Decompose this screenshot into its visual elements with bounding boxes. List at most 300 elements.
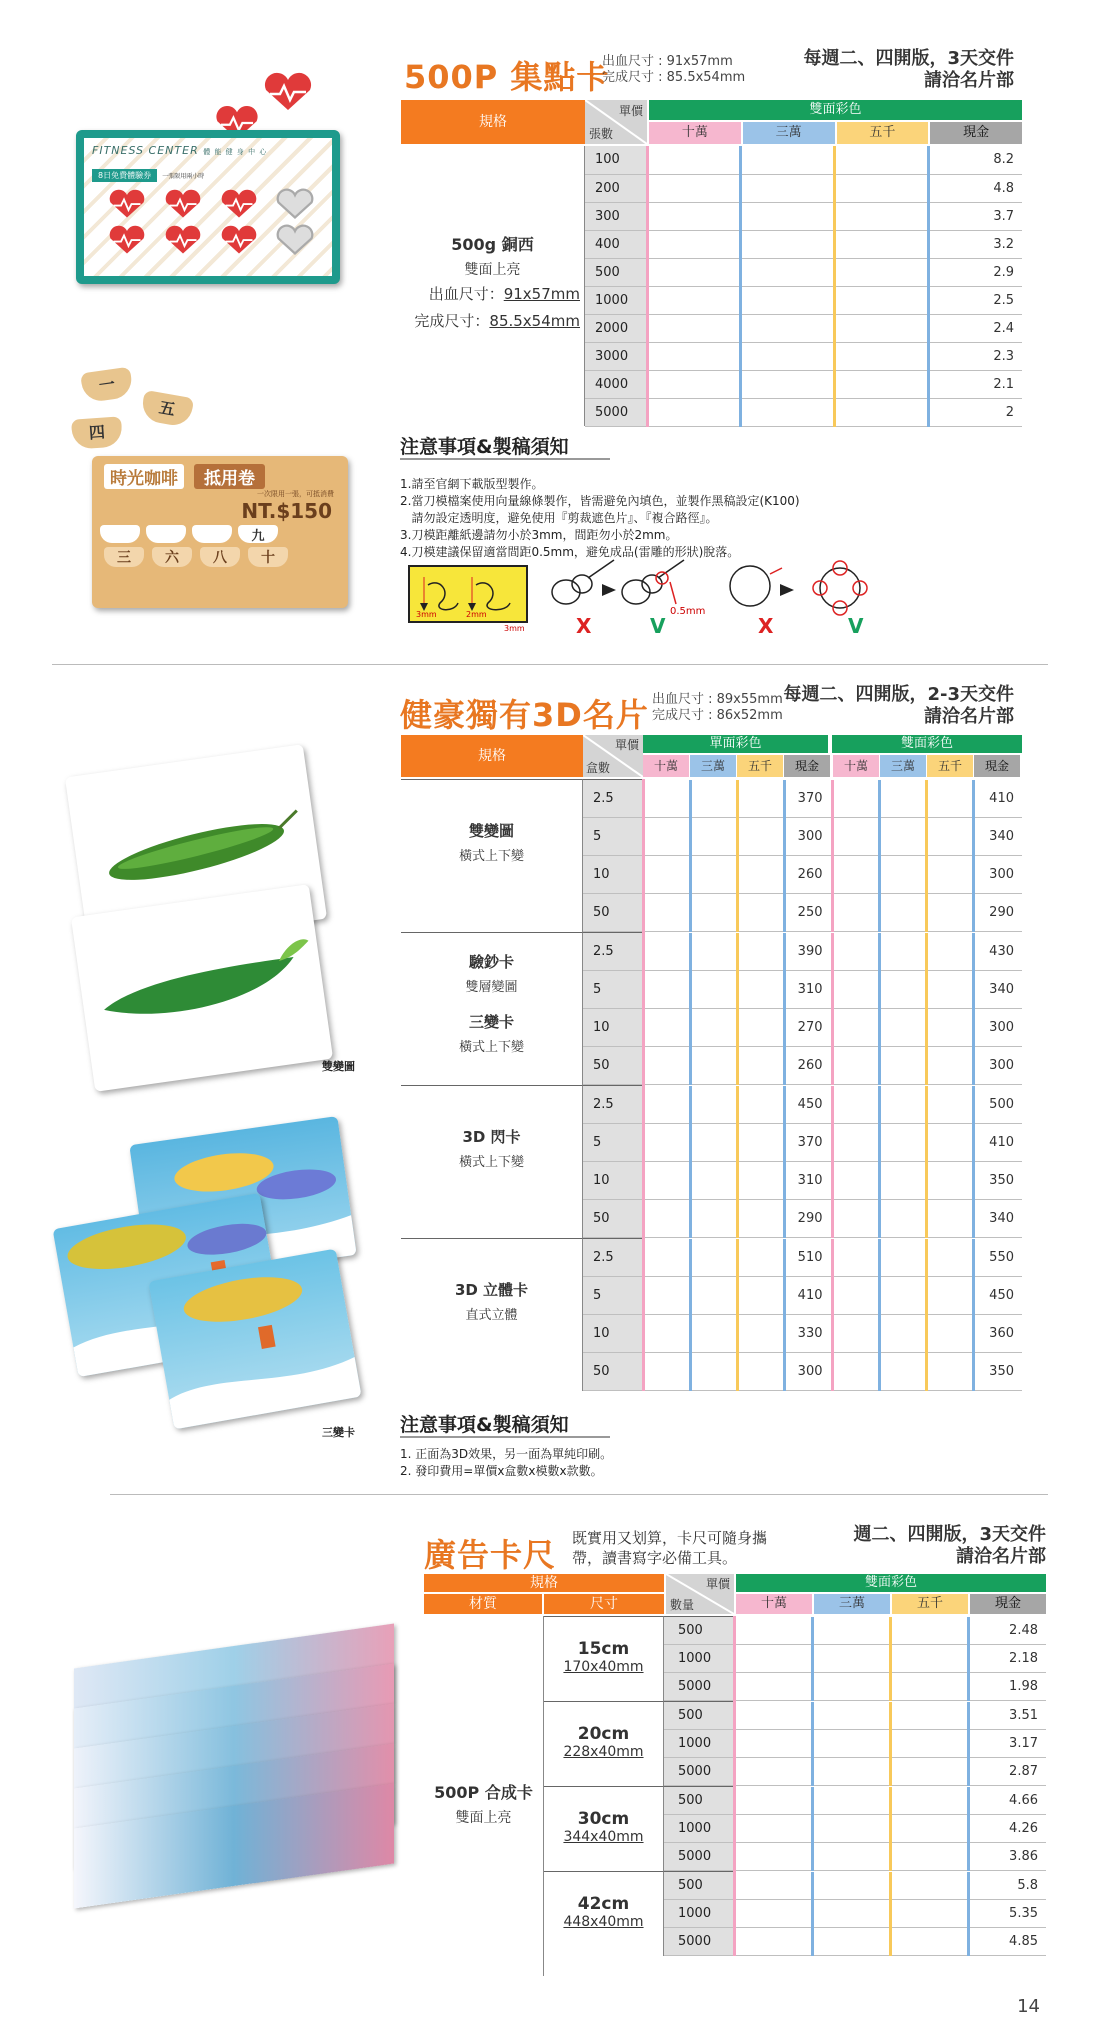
qty-cell: 5: [583, 1277, 643, 1315]
price-cell: [879, 971, 926, 1009]
price-cell: [690, 1086, 737, 1124]
price-cell: [835, 370, 929, 398]
col-30k: 三萬: [880, 755, 926, 777]
size-cell: [544, 1786, 664, 1871]
price-cell: [741, 314, 835, 342]
price-cell: [926, 1009, 973, 1047]
price-cell: [690, 1162, 737, 1200]
cash-price-cell: 2.18: [968, 1645, 1046, 1673]
cash-price-cell: 5.35: [968, 1900, 1046, 1928]
notes-list: [400, 1446, 612, 1480]
price-cols-header: [736, 1594, 1046, 1614]
qty-cell: 10: [583, 1315, 643, 1353]
page-number: 14: [1017, 1996, 1040, 2017]
product-group: [401, 932, 1022, 1085]
ruler-dim: 228x40mm: [563, 1744, 644, 1760]
material-finish: 雙面上亮: [455, 1810, 512, 1826]
cash-price-cell: 310: [784, 971, 832, 1009]
table-row: [583, 1315, 1022, 1353]
price-cell: [926, 818, 973, 856]
coupon-price: NT.$150: [241, 499, 332, 523]
price-cell: [832, 1047, 879, 1085]
cash-price-cell: 360: [973, 1315, 1022, 1353]
unit-label: 單價: [614, 738, 639, 752]
unit-label: 單價: [705, 1577, 730, 1591]
contact-text: 請洽名片部: [924, 70, 1014, 91]
qty-label: 張數: [589, 127, 614, 141]
heart-empty-icon: [274, 224, 316, 256]
spec-header: 規格: [401, 100, 585, 144]
price-cell: [741, 342, 835, 370]
double-color-header: 雙面彩色: [649, 100, 1022, 120]
price-cell: [643, 971, 690, 1009]
price-table-body: [585, 146, 1022, 427]
price-cell: [832, 933, 879, 971]
cash-price-cell: 390: [784, 933, 832, 971]
cash-price-cell: 2.3: [928, 342, 1022, 370]
heart-stamp-icon: [218, 224, 260, 256]
col-100k: 十萬: [643, 755, 689, 777]
contact-text: 請洽名片部: [924, 706, 1014, 727]
price-cell: [737, 780, 784, 818]
price-cell: [737, 1086, 784, 1124]
price-cell: [647, 286, 741, 314]
price-cell: [647, 230, 741, 258]
spec-cell: [401, 932, 583, 1085]
qty-cell: 1000: [664, 1815, 734, 1843]
coupon-shop: 時光咖啡: [104, 464, 184, 489]
table-row: [664, 1702, 1046, 1730]
qty-cell: 500: [664, 1617, 734, 1645]
table-row: [583, 856, 1022, 894]
product-name: 驗鈔卡: [468, 953, 514, 971]
qty-cell: 5: [583, 971, 643, 1009]
dim-label: 2mm: [466, 610, 487, 619]
cup-number: 十: [248, 547, 288, 567]
price-table: [585, 146, 1022, 427]
price-table: [583, 932, 1022, 1085]
product-sub: 橫式上下變: [458, 849, 524, 864]
cup-number: 三: [104, 547, 144, 567]
table-row: [664, 1843, 1046, 1871]
price-cell: [741, 146, 835, 174]
price-cell: [926, 1277, 973, 1315]
note-item: 2.當刀模檔案使用向量線條製作，皆需避免內填色，並製作黑稿設定(K100): [400, 494, 800, 508]
price-cell: [832, 1124, 879, 1162]
product-sub: 橫式上下變: [458, 1155, 524, 1170]
price-cell: [832, 1315, 879, 1353]
cash-price-cell: 5.8: [968, 1872, 1046, 1900]
price-cell: [879, 1277, 926, 1315]
cup-number: 八: [200, 547, 240, 567]
price-cell: [835, 314, 929, 342]
pea-pod-card-image: [71, 884, 333, 1092]
spec-cell: [401, 1085, 583, 1238]
price-cell: [890, 1645, 968, 1673]
price-cell: [734, 1645, 812, 1673]
price-cell: [926, 1239, 973, 1277]
price-cell: [890, 1787, 968, 1815]
price-cell: [926, 1200, 973, 1238]
bleed-label: 出血尺寸：: [428, 285, 504, 303]
qty-cell: 5000: [585, 398, 647, 426]
col-cash: 現金: [974, 755, 1020, 777]
dim-label: 0.5mm: [670, 606, 706, 617]
cash-price-cell: 340: [973, 818, 1022, 856]
cash-price-cell: 550: [973, 1239, 1022, 1277]
unit-label: 單價: [618, 104, 643, 118]
material-cell: [424, 1616, 544, 1976]
dieline-diagram: [408, 565, 528, 633]
qty-cell: 5000: [664, 1673, 734, 1701]
product-group: [401, 1238, 1022, 1391]
price-cell: [812, 1673, 890, 1701]
table-row: [664, 1758, 1046, 1786]
qty-cell: 10: [583, 1162, 643, 1200]
qty-cell: 1000: [585, 286, 647, 314]
desc-line: 帶，讀書寫字必備工具。: [572, 1549, 738, 1567]
price-cell: [812, 1617, 890, 1645]
coupon-sub: 一次限用一張，可抵消費: [257, 490, 334, 498]
ruler-length: 20cm: [577, 1724, 630, 1744]
qty-cell: 500: [664, 1872, 734, 1900]
cash-price-cell: 410: [973, 780, 1022, 818]
price-cell: [879, 1162, 926, 1200]
qty-cell: 2.5: [583, 780, 643, 818]
price-cell: [812, 1843, 890, 1871]
price-cell: [690, 1200, 737, 1238]
note-item: 2. 發印費用=單價x盒數x模數x款數。: [400, 1464, 603, 1478]
note-item: 4.刀模建議保留適當間距0.5mm，避免成品(雷雕的形狀)脫落。: [400, 545, 740, 559]
price-cell: [835, 174, 929, 202]
size-cell: [544, 1616, 664, 1701]
qty-cell: 1000: [664, 1900, 734, 1928]
cup-piece: 四: [71, 416, 123, 449]
price-cell: [812, 1758, 890, 1786]
cash-price-cell: 3.51: [968, 1702, 1046, 1730]
cash-price-cell: 300: [973, 1047, 1022, 1085]
spec-cell: [401, 779, 583, 932]
qty-cell: 1000: [664, 1730, 734, 1758]
price-cell: [643, 1353, 690, 1391]
table-row: [583, 1009, 1022, 1047]
cash-price-cell: 500: [973, 1086, 1022, 1124]
cash-price-cell: 370: [784, 780, 832, 818]
price-cell: [879, 856, 926, 894]
price-cell: [690, 1124, 737, 1162]
price-cell: [737, 1200, 784, 1238]
price-cell: [926, 780, 973, 818]
qty-cell: 2.5: [583, 1239, 643, 1277]
price-cell: [734, 1872, 812, 1900]
price-cell: [832, 971, 879, 1009]
price-cell: [879, 1009, 926, 1047]
col-5k: 五千: [737, 755, 783, 777]
ruler-length: 15cm: [577, 1639, 630, 1659]
price-cell: [926, 1086, 973, 1124]
price-cell: [737, 1047, 784, 1085]
table-row: [583, 894, 1022, 932]
section1-title: 500P 集點卡: [404, 58, 610, 96]
notes-underline: [400, 458, 610, 460]
section2-title: 健豪獨有3D名片: [400, 696, 649, 734]
product-sub: 橫式上下變: [458, 1040, 524, 1055]
desc-line: 既實用又划算，卡尺可隨身攜: [572, 1529, 768, 1547]
col-30k: 三萬: [814, 1594, 890, 1614]
product-name: 雙變圖: [468, 822, 514, 840]
price-cols-header: [649, 122, 1022, 144]
schedule: [853, 1524, 1046, 1568]
ruler-length: 42cm: [577, 1894, 630, 1914]
price-cell: [879, 1315, 926, 1353]
table-row: [664, 1900, 1046, 1928]
price-cell: [643, 894, 690, 932]
parachute-card-image: [148, 1249, 361, 1430]
notes-underline: [400, 1436, 610, 1438]
cash-price-cell: 2.1: [928, 370, 1022, 398]
spec-cell: [401, 1238, 583, 1391]
note-item: 3.刀模距離紙邊請勿小於3mm，間距勿小於2mm。: [400, 528, 678, 542]
price-cell: [879, 1239, 926, 1277]
cash-price-cell: 4.26: [968, 1815, 1046, 1843]
col-5k: 五千: [892, 1594, 968, 1614]
price-table: [583, 779, 1022, 932]
col-100k: 十萬: [833, 755, 879, 777]
cash-price-cell: 430: [973, 933, 1022, 971]
price-cell: [647, 370, 741, 398]
price-cell: [690, 780, 737, 818]
price-cell: [890, 1673, 968, 1701]
price-cell: [832, 1239, 879, 1277]
finish-value: 85.5x54mm: [489, 312, 580, 330]
heart-icon: [260, 72, 316, 116]
size-group: [544, 1786, 1046, 1871]
qty-cell: 50: [583, 894, 643, 932]
cash-price-cell: 2.5: [928, 286, 1022, 314]
price-cell: [879, 1086, 926, 1124]
cash-price-cell: 300: [784, 818, 832, 856]
price-cell: [879, 1124, 926, 1162]
table-row: [664, 1872, 1046, 1900]
table-row: [583, 971, 1022, 1009]
section3-title: 廣告卡尺: [424, 1536, 557, 1574]
note-item: 1. 正面為3D效果，另一面為單純印刷。: [400, 1447, 613, 1461]
wrong-mark: X: [576, 614, 592, 638]
price-cell: [737, 894, 784, 932]
price-cell: [737, 856, 784, 894]
price-table: [664, 1616, 1046, 1701]
price-cell: [643, 856, 690, 894]
cash-price-cell: 260: [784, 1047, 832, 1085]
cash-price-cell: 2.48: [968, 1617, 1046, 1645]
heart-stamp-icon: [218, 188, 260, 220]
qty-cell: 10: [583, 1009, 643, 1047]
size-group: [544, 1616, 1046, 1701]
price-cell: [741, 286, 835, 314]
price-cell: [812, 1815, 890, 1843]
price-cell: [832, 1200, 879, 1238]
price-cell: [926, 971, 973, 1009]
table-row: [583, 1353, 1022, 1391]
size-header: 尺寸: [544, 1594, 664, 1614]
card-sub: 一張限用兩小時: [162, 173, 205, 180]
price-cell: [835, 286, 929, 314]
cash-price-cell: 4.8: [928, 174, 1022, 202]
double-color-header: 雙面彩色: [832, 735, 1022, 753]
qty-cell: 300: [585, 202, 647, 230]
price-cell: [647, 258, 741, 286]
qty-cell: 50: [583, 1200, 643, 1238]
price-cell: [647, 174, 741, 202]
price-cell: [734, 1815, 812, 1843]
qty-label: 數量: [670, 1598, 695, 1612]
price-cell: [832, 894, 879, 932]
price-cell: [832, 1162, 879, 1200]
price-cell: [832, 1009, 879, 1047]
qty-cell: 2.5: [583, 933, 643, 971]
cash-price-cell: 290: [973, 894, 1022, 932]
qty-cell: 50: [583, 1353, 643, 1391]
price-cell: [690, 1009, 737, 1047]
cash-price-cell: 250: [784, 894, 832, 932]
price-cell: [741, 230, 835, 258]
cash-price-cell: 3.2: [928, 230, 1022, 258]
qty-cell: 500: [664, 1787, 734, 1815]
qty-cell: 5000: [664, 1928, 734, 1956]
table-row: [585, 286, 1022, 314]
cash-price-cell: 450: [784, 1086, 832, 1124]
cash-price-cell: 270: [784, 1009, 832, 1047]
price-cell: [879, 1200, 926, 1238]
price-cell: [737, 818, 784, 856]
price-cell: [737, 1353, 784, 1391]
price-cols-header: [643, 755, 1022, 777]
price-cell: [647, 202, 741, 230]
paper-name: 500g 銅西: [451, 235, 534, 254]
col-100k: 十萬: [736, 1594, 812, 1614]
cash-price-cell: 350: [973, 1353, 1022, 1391]
spec-cell: [401, 146, 585, 426]
price-cell: [643, 1239, 690, 1277]
qty-cell: 5000: [664, 1843, 734, 1871]
table-row: [585, 202, 1022, 230]
material-name: 500P 合成卡: [434, 1783, 533, 1802]
price-cell: [734, 1617, 812, 1645]
qty-cell: 500: [664, 1702, 734, 1730]
price-cell: [812, 1702, 890, 1730]
table-row: [585, 398, 1022, 426]
divider: [110, 1494, 1048, 1495]
price-cell: [737, 1277, 784, 1315]
product-name: 三變卡: [468, 1013, 514, 1031]
price-cell: [643, 1047, 690, 1085]
spec-header: 規格: [401, 735, 583, 777]
price-cell: [879, 818, 926, 856]
cash-price-cell: 2.87: [968, 1758, 1046, 1786]
material-header: 材質: [424, 1594, 542, 1614]
cash-price-cell: 340: [973, 971, 1022, 1009]
col-5k: 五千: [927, 755, 973, 777]
qty-cell: 500: [585, 258, 647, 286]
price-cell: [890, 1815, 968, 1843]
product-sub: 直式立體: [465, 1308, 518, 1323]
cash-price-cell: 2: [928, 398, 1022, 426]
product-name: 3D 立體卡: [454, 1281, 529, 1299]
qty-cell: 1000: [664, 1645, 734, 1673]
price-cell: [890, 1730, 968, 1758]
product-group: [401, 779, 1022, 932]
table-row: [664, 1617, 1046, 1645]
cash-price-cell: 2.4: [928, 314, 1022, 342]
cash-price-cell: 300: [973, 1009, 1022, 1047]
heart-empty-icon: [274, 188, 316, 220]
bleed-size-text: 出血尺寸 : 91x57mm: [602, 54, 733, 69]
price-cell: [741, 398, 835, 426]
price-table: [583, 1238, 1022, 1391]
unit-qty-header: [666, 1574, 734, 1614]
heart-stamp-icon: [106, 224, 148, 256]
price-cell: [835, 258, 929, 286]
price-cell: [690, 856, 737, 894]
price-cell: [647, 342, 741, 370]
table-row: [583, 780, 1022, 818]
price-cell: [890, 1702, 968, 1730]
table-row: [664, 1787, 1046, 1815]
price-cell: [835, 398, 929, 426]
price-cell: [741, 258, 835, 286]
price-cell: [734, 1673, 812, 1701]
table-row: [583, 818, 1022, 856]
price-cell: [879, 780, 926, 818]
description: [572, 1528, 767, 1568]
card-brand-cn: 體 能 健 身 中 心: [203, 148, 268, 156]
price-cell: [812, 1645, 890, 1673]
price-cell: [879, 894, 926, 932]
price-cell: [690, 1353, 737, 1391]
price-cell: [890, 1758, 968, 1786]
price-cell: [690, 1047, 737, 1085]
schedule: [803, 48, 1014, 92]
cash-price-cell: 450: [973, 1277, 1022, 1315]
price-table: [664, 1786, 1046, 1871]
qty-cell: 5: [583, 818, 643, 856]
price-cell: [879, 1047, 926, 1085]
price-cell: [643, 1200, 690, 1238]
card-brand: FITNESS CENTER: [92, 144, 199, 157]
price-cell: [926, 1124, 973, 1162]
notes-title: 注意事項&製稿須知: [400, 1414, 569, 1436]
size-cell: [544, 1701, 664, 1786]
qty-cell: 5: [583, 1124, 643, 1162]
cash-price-cell: 1.98: [968, 1673, 1046, 1701]
price-cell: [690, 1315, 737, 1353]
price-cell: [734, 1730, 812, 1758]
unit-qty-header: [583, 735, 643, 777]
price-cell: [832, 1277, 879, 1315]
price-cell: [734, 1843, 812, 1871]
price-cell: [832, 1353, 879, 1391]
cash-price-cell: 410: [973, 1124, 1022, 1162]
col-30k: 三萬: [743, 122, 835, 144]
price-cell: [835, 202, 929, 230]
price-cell: [737, 971, 784, 1009]
cash-price-cell: 2.9: [928, 258, 1022, 286]
price-table: [583, 1085, 1022, 1238]
price-cell: [890, 1900, 968, 1928]
table-row: [664, 1928, 1046, 1956]
price-cell: [832, 780, 879, 818]
divider: [52, 664, 1048, 665]
